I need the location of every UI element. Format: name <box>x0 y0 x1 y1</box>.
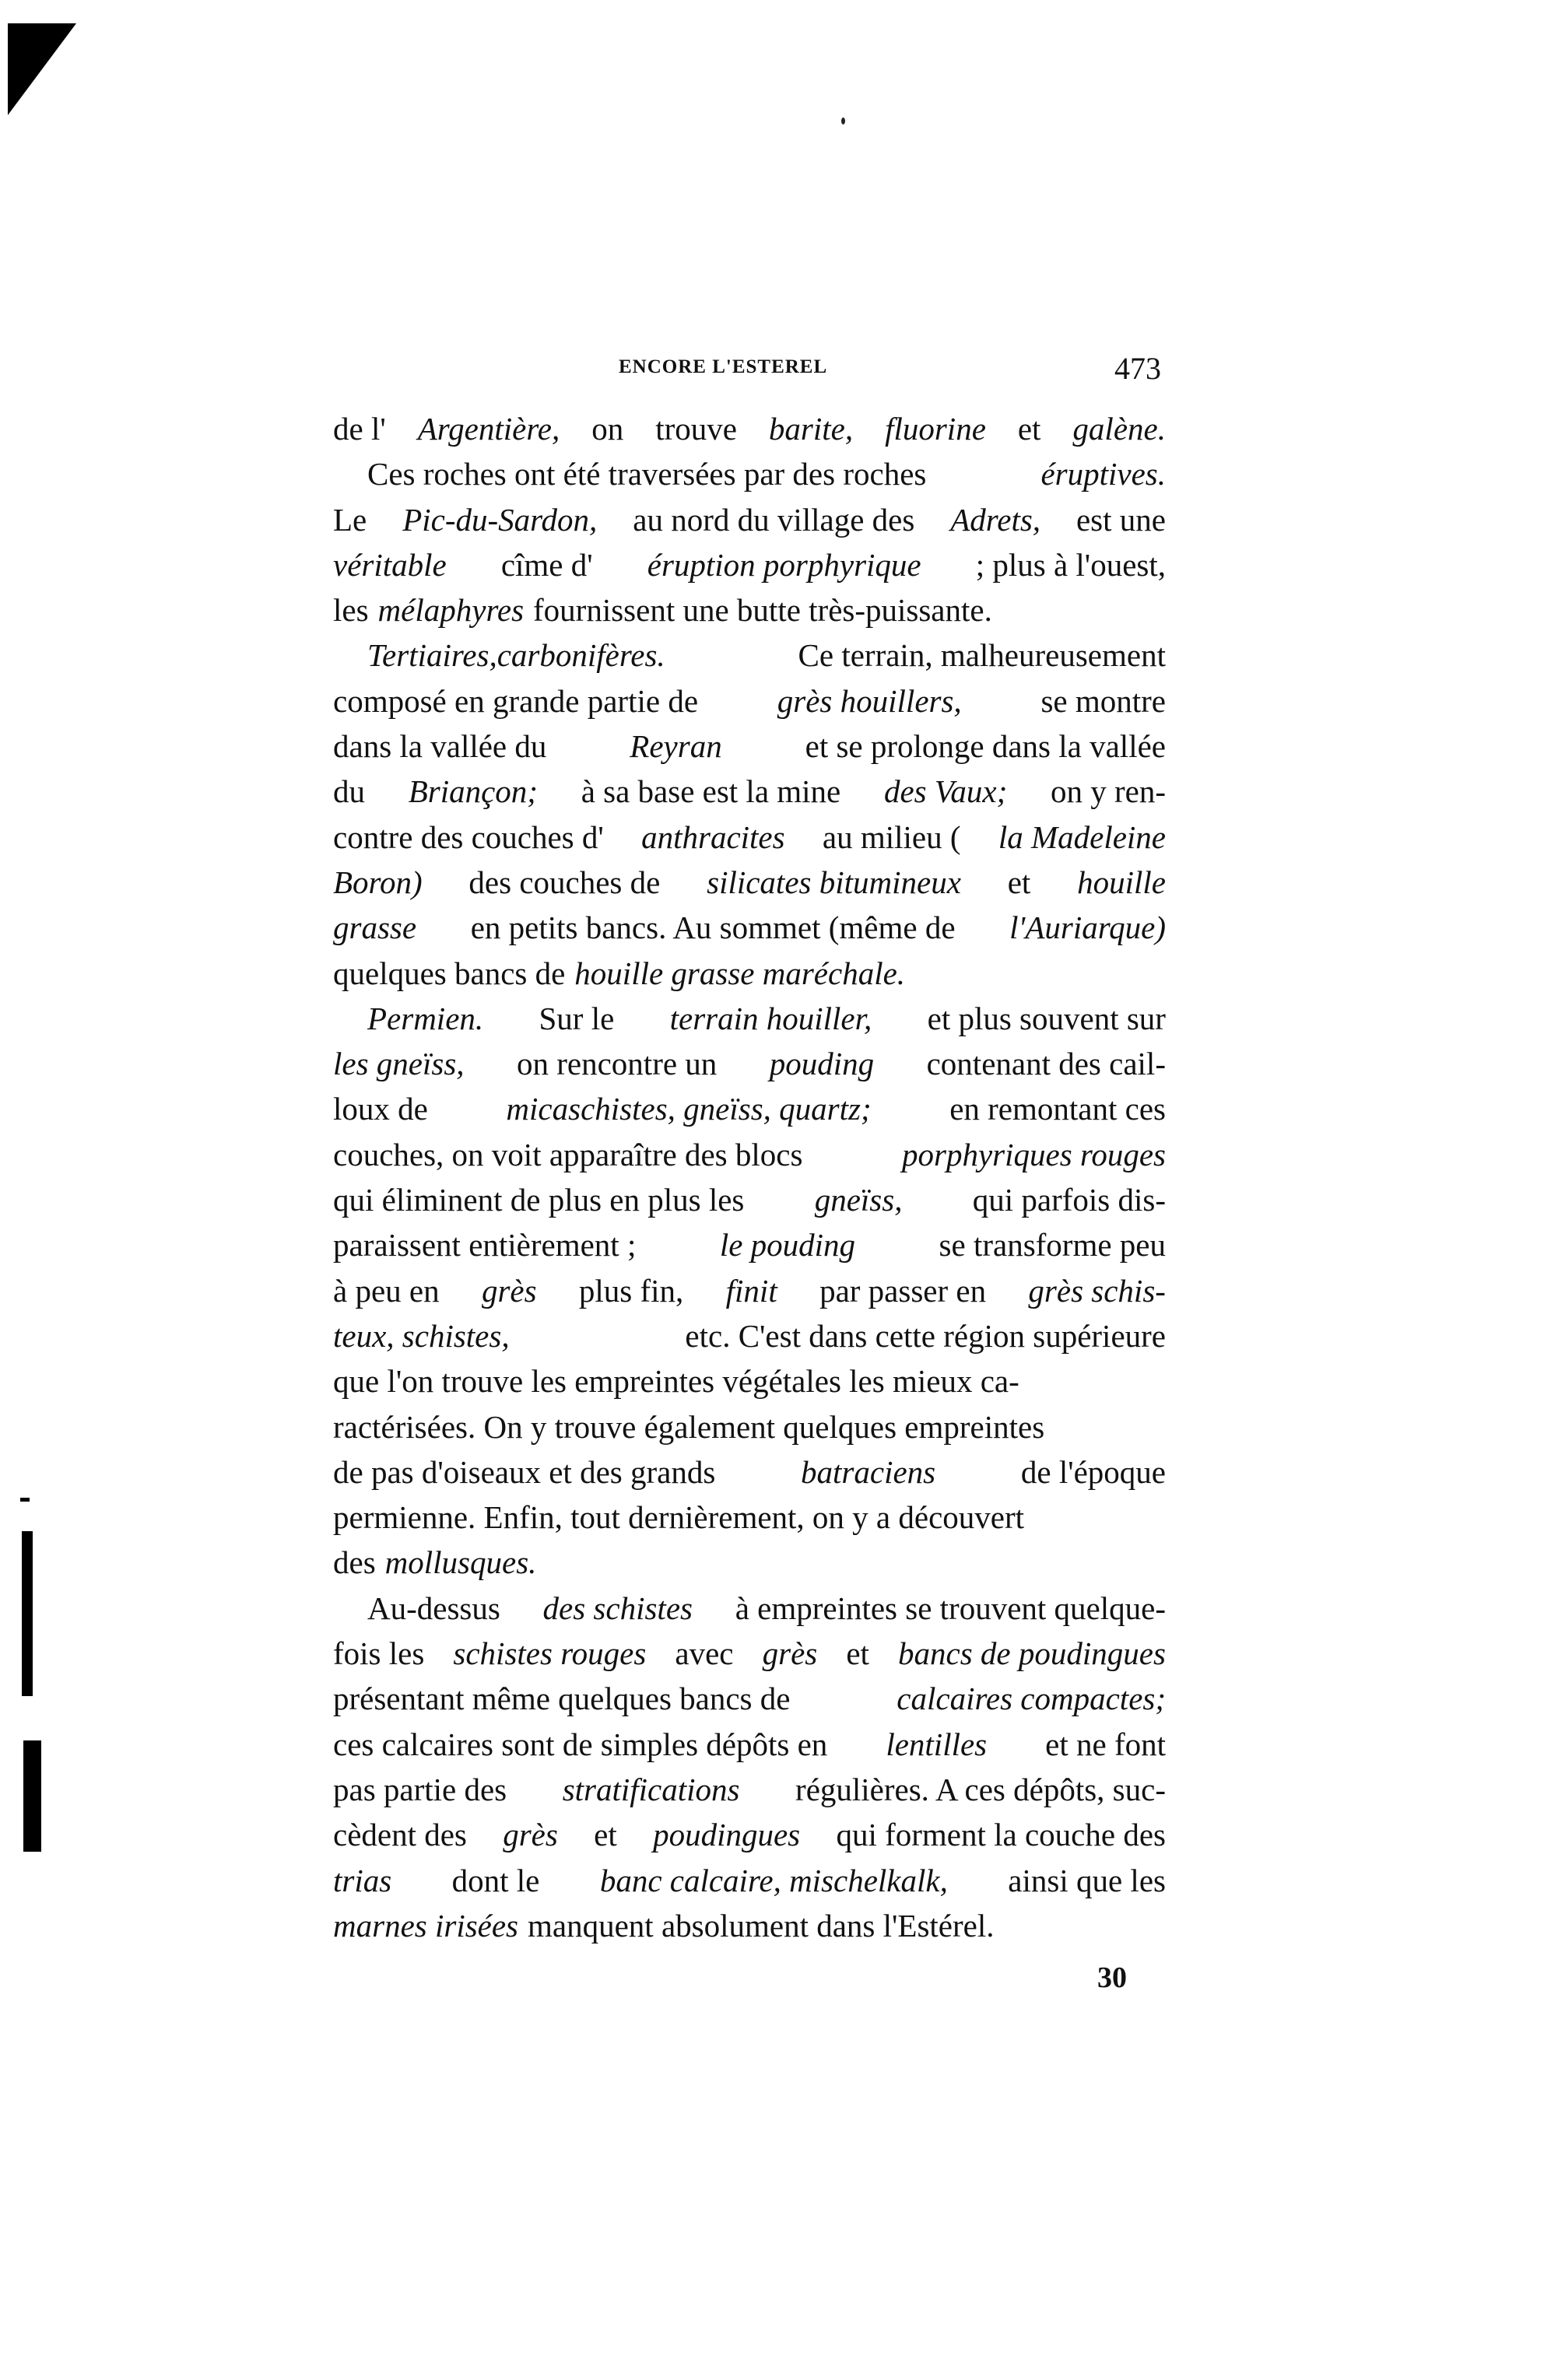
text-run: on <box>591 411 624 447</box>
italic-term: mollusques. <box>384 1544 537 1581</box>
italic-term: les gneïss, <box>333 1046 465 1082</box>
text-run: régulières. A ces dépôts, suc- <box>795 1771 1166 1807</box>
text-line <box>333 1722 1166 1767</box>
scan-edge-mark <box>20 1498 30 1502</box>
italic-term: éruption porphyrique <box>647 546 921 583</box>
italic-term: finit <box>725 1272 777 1309</box>
text-line <box>333 951 1166 996</box>
italic-term: anthracites <box>641 818 785 855</box>
text-run: qui parfois dis- <box>972 1182 1166 1218</box>
text-line <box>333 1313 1166 1358</box>
text-line <box>333 1268 1166 1313</box>
text-line <box>333 815 1166 860</box>
text-run: en remontant ces <box>949 1091 1166 1127</box>
text-line <box>333 905 1166 950</box>
italic-term: stratifications <box>562 1771 740 1807</box>
text-run: que l'on trouve les empreintes végétales les mieux ca- <box>333 1363 1019 1400</box>
text-run: cèdent des <box>333 1817 467 1853</box>
text-line <box>333 1767 1166 1812</box>
text-run: à empreintes se trouvent quelque- <box>735 1590 1166 1626</box>
italic-term: éruptives. <box>1040 456 1166 492</box>
text-run: à sa base est la mine <box>581 773 841 810</box>
text-run: quelques bancs de <box>333 955 566 991</box>
italic-term: micaschistes, gneïss, quartz; <box>506 1091 872 1127</box>
text-line <box>333 860 1166 905</box>
text-run: du <box>333 773 365 810</box>
italic-term: Pic-du-Sardon, <box>402 501 598 538</box>
text-line <box>333 1631 1166 1676</box>
italic-term: trias <box>333 1862 392 1898</box>
text-run: et se prolonge dans la vallée <box>805 728 1166 765</box>
text-run: etc. C'est dans cette région supérieure <box>685 1317 1166 1354</box>
text-line <box>333 1449 1166 1495</box>
text-run: on rencontre un <box>517 1046 718 1082</box>
text-run: ainsi que les <box>1008 1862 1166 1898</box>
text-line <box>333 724 1166 769</box>
italic-term: l'Auriarque) <box>1009 910 1166 946</box>
text-line <box>333 1222 1166 1267</box>
ink-speck <box>841 117 845 124</box>
text-line <box>333 1676 1166 1721</box>
scan-edge-bar <box>23 1740 41 1852</box>
text-run: au milieu ( <box>822 818 961 855</box>
italic-term: teux, schistes, <box>333 1317 510 1354</box>
text-run: des couches de <box>468 864 661 900</box>
italic-term: grès <box>762 1635 818 1672</box>
text-run: les <box>333 592 369 629</box>
italic-term: lentilles <box>886 1726 988 1762</box>
italic-term: grès <box>481 1272 537 1309</box>
text-run: et <box>846 1635 869 1672</box>
text-run: se transforme peu <box>939 1227 1166 1264</box>
italic-term: gneïss, <box>814 1182 903 1218</box>
italic-term: la Madeleine <box>998 818 1166 855</box>
text-line <box>333 1041 1166 1086</box>
text-run: et plus souvent sur <box>927 1000 1166 1036</box>
text-run: dont le <box>451 1862 540 1898</box>
text-line <box>333 587 1166 633</box>
text-line <box>333 1903 1166 1948</box>
text-line <box>333 406 1166 451</box>
text-line <box>333 1177 1166 1222</box>
text-line <box>333 996 1166 1041</box>
italic-term: marnes irisées <box>333 1907 519 1944</box>
italic-term: Tertiaires,carbonifères. <box>367 637 665 674</box>
text-run: fois les <box>333 1635 425 1672</box>
text-run: se montre <box>1040 682 1166 719</box>
italic-term: grès <box>503 1817 558 1853</box>
text-run: ; plus à l'ouest, <box>975 546 1166 583</box>
text-run: et <box>1017 411 1041 447</box>
italic-term: le pouding <box>719 1227 856 1264</box>
text-run: présentant même quelques bancs de <box>333 1681 791 1717</box>
text-run: ractérisées. On y trouve également quelques empreintes <box>333 1408 1045 1445</box>
text-line <box>333 1404 1166 1449</box>
text-line <box>333 497 1166 542</box>
text-run: trouve <box>655 411 737 447</box>
italic-term: galène. <box>1072 411 1166 447</box>
text-line <box>333 678 1166 724</box>
text-run: Sur le <box>539 1000 615 1036</box>
italic-term: grès houillers, <box>777 682 962 719</box>
text-run: pas partie des <box>333 1771 507 1807</box>
italic-term: calcaires compactes; <box>897 1681 1166 1717</box>
text-run: on y ren- <box>1050 773 1166 810</box>
italic-term: houille <box>1077 864 1166 900</box>
italic-term: porphyriques rouges <box>902 1136 1166 1172</box>
text-run: Au-dessus <box>367 1590 500 1626</box>
text-run: Ces roches ont été traversées par des roches <box>367 456 927 492</box>
text-run: et <box>594 1817 617 1853</box>
text-run: composé en grande partie de <box>333 682 699 719</box>
text-line <box>333 1586 1166 1631</box>
text-line <box>333 1812 1166 1857</box>
text-run: loux de <box>333 1091 428 1127</box>
italic-term: barite, <box>768 411 854 447</box>
italic-term: houille grasse maréchale. <box>574 955 906 991</box>
body-text <box>333 406 1166 1948</box>
text-run: paraissent entièrement ; <box>333 1227 637 1264</box>
text-line <box>333 1132 1166 1177</box>
italic-term: schistes rouges <box>453 1635 647 1672</box>
text-run: Le <box>333 501 367 538</box>
text-run: plus fin, <box>578 1272 684 1309</box>
italic-term: véritable <box>333 546 447 583</box>
signature-mark: 30 <box>1097 1961 1127 1994</box>
italic-term: Boron) <box>333 864 423 900</box>
text-run: contenant des cail- <box>926 1046 1166 1082</box>
text-run: contre des couches d' <box>333 818 604 855</box>
italic-term: Briançon; <box>408 773 538 810</box>
text-line <box>333 1495 1166 1540</box>
text-run: dans la vallée du <box>333 728 547 765</box>
text-run: est une <box>1075 501 1166 538</box>
italic-term: batraciens <box>801 1453 936 1490</box>
running-title: ENCORE L'ESTEREL <box>619 356 828 377</box>
text-run: qui forment la couche des <box>836 1817 1166 1853</box>
text-run: des <box>333 1544 376 1581</box>
italic-term: Argentière, <box>417 411 560 447</box>
text-run: et ne font <box>1045 1726 1166 1762</box>
italic-term: pouding <box>769 1046 875 1082</box>
text-line <box>333 633 1166 678</box>
text-run: en petits bancs. Au sommet (même de <box>470 910 956 946</box>
text-line <box>333 451 1166 496</box>
italic-term: Permien. <box>367 1000 484 1036</box>
text-run: à peu en <box>333 1272 440 1309</box>
text-line <box>333 1358 1166 1404</box>
text-run: couches, on voit apparaître des blocs <box>333 1136 803 1172</box>
text-line <box>333 1086 1166 1131</box>
text-run: de pas d'oiseaux et des grands <box>333 1453 716 1490</box>
scan-corner-mark <box>8 23 76 115</box>
text-run: fournissent une butte très-puissante. <box>533 592 992 629</box>
italic-term: Adrets, <box>950 501 1041 538</box>
text-run: manquent absolument dans l'Estérel. <box>528 1907 995 1944</box>
text-line <box>333 542 1166 587</box>
italic-term: grès schis- <box>1028 1272 1166 1309</box>
text-run: de l'époque <box>1020 1453 1166 1490</box>
text-run: au nord du village des <box>633 501 915 538</box>
text-run: qui éliminent de plus en plus les <box>333 1182 745 1218</box>
page-number: 473 <box>1114 351 1161 386</box>
text-run: permienne. Enfin, tout dernièrement, on y a découvert <box>333 1499 1025 1536</box>
italic-term: des schistes <box>542 1590 693 1626</box>
text-run: Ce terrain, malheureusement <box>798 637 1166 674</box>
italic-term: grasse <box>333 910 417 946</box>
italic-term: poudingues <box>653 1817 801 1853</box>
text-run: de l' <box>333 411 386 447</box>
text-run: ces calcaires sont de simples dépôts en <box>333 1726 828 1762</box>
italic-term: fluorine <box>885 411 986 447</box>
text-run: avec <box>675 1635 734 1672</box>
italic-term: des Vaux; <box>883 773 1008 810</box>
text-line <box>333 1858 1166 1903</box>
italic-term: terrain houiller, <box>669 1000 872 1036</box>
text-run: cîme d' <box>500 546 593 583</box>
text-line <box>333 1540 1166 1585</box>
text-run: et <box>1007 864 1031 900</box>
italic-term: banc calcaire, mischelkalk, <box>599 1862 948 1898</box>
scan-edge-bar <box>22 1531 33 1696</box>
italic-term: mélaphyres <box>377 592 525 629</box>
text-run: par passer en <box>819 1272 987 1309</box>
italic-term: Reyran <box>630 728 722 765</box>
italic-term: bancs de poudingues <box>898 1635 1166 1672</box>
italic-term: silicates bitumineux <box>707 864 961 900</box>
text-line <box>333 769 1166 814</box>
